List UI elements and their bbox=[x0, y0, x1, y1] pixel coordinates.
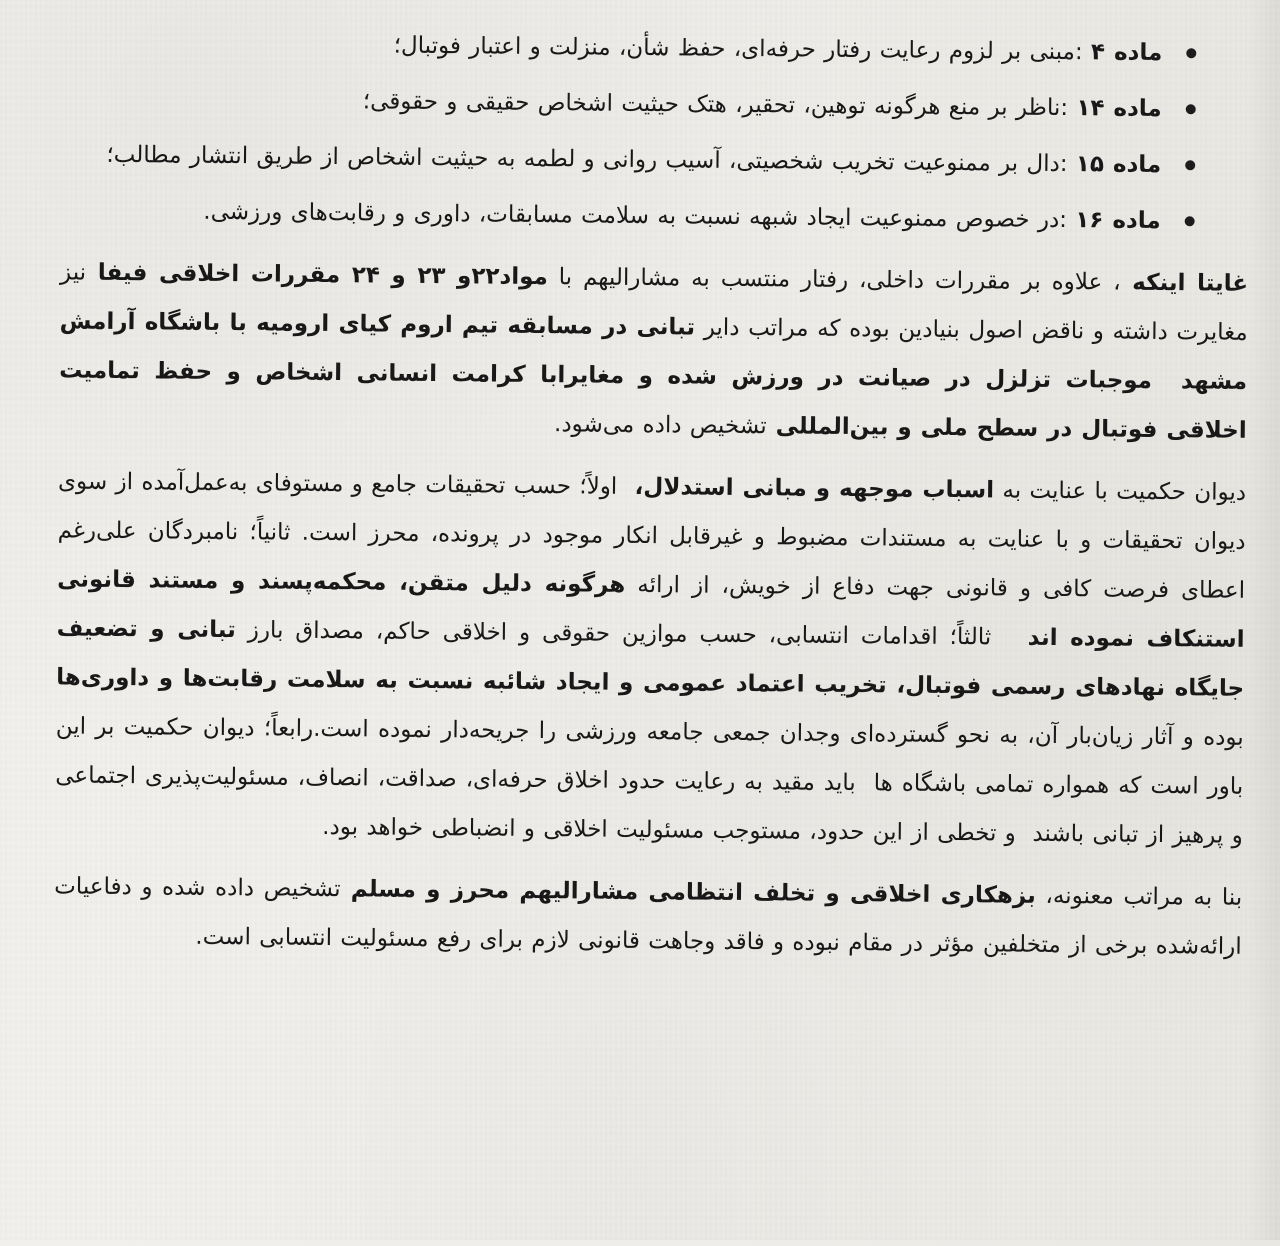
text-segment: تبانی در مسابقه تیم اروم کیای ارومیه با باشگاه آرامش مشهد موجبات تزلزل در صیانت در ورزش شده و مغایرابا کرامت انسانی اشخاص و حفظ تمامیت اخلاقی فوتبال در سطح ملی و بین‌المللی bbox=[50, 308, 1248, 444]
article-label: ماده ۱۴ bbox=[1076, 95, 1162, 122]
article-text: :در خصوص ممنوعیت ایجاد شبهه نسبت به سلامت مسابقات، داوری و رقابت‌های ورزشی. bbox=[203, 198, 1068, 234]
text-segment: تشخیص داده می‌شود. bbox=[553, 411, 767, 440]
text-segment: اسباب موجهه و مبانی استدلال، bbox=[625, 473, 995, 504]
bullet-icon bbox=[1185, 216, 1195, 226]
bullet-icon bbox=[1186, 104, 1196, 114]
text-segment: تبانی و تضعیف جایگاه نهادهای رسمی فوتبال، تخریب اعتماد عمومی و ایجاد شائبه نسبت به سلامت رقابت‌ها و داوری‌ها bbox=[47, 615, 1245, 702]
paragraph bbox=[50, 248, 1249, 455]
text-segment: غایتا اینکه bbox=[1120, 269, 1249, 297]
article-text: :مبنی بر لزوم رعایت رفتار حرفه‌ای، حفظ شأن، منزلت و اعتبار فوتبال؛ bbox=[393, 32, 1083, 66]
text-segment: دیوان حکمیت با عنایت به bbox=[994, 477, 1247, 506]
text-segment: بنا به مراتب معنونه، bbox=[1035, 882, 1243, 911]
text-segment: نیز مغایرت داشته و ناقض اصول بنیادین بوده که مراتب دایر bbox=[51, 259, 1248, 346]
article-text: :دال بر ممنوعیت تخریب شخصیتی، آسیب روانی و لطمه به حیثیت اشخاص از طریق انتشار مطالب؛ bbox=[106, 141, 1068, 178]
bullet-icon bbox=[1186, 48, 1196, 58]
text-segment: اولاً؛ حسب تحقیقات جامع و مستوفای به‌عمل‌آمده از سوی دیوان تحقیقات و با عنایت به مستندات مضبوط و غیرقابل انکار موجود در پرونده، محرز است. ثانیاً؛ نامبردگان علی‌رغم اعطای فرصت کافی و قانونی جهت دفاع از خویش، از ارائه bbox=[49, 468, 1246, 604]
text-segment: ، علاوه بر مقررات داخلی، رفتار منتسب به مشارالیهم با bbox=[547, 264, 1121, 296]
text-segment: هرگونه دلیل متقن، محکمه‌پسند و مستند قانونی استنکاف نموده اند bbox=[48, 566, 1245, 653]
bullet-icon bbox=[1185, 160, 1195, 170]
paragraph bbox=[46, 457, 1247, 860]
article-label: ماده ۴ bbox=[1090, 39, 1163, 66]
article-label: ماده ۱۶ bbox=[1075, 207, 1161, 234]
text-segment: بزهکاری اخلاقی و تخلف انتظامی مشارالیهم محرز و مسلم bbox=[340, 876, 1037, 909]
text-segment: بوده و آثار زیان‌بار آن، به نحو گسترده‌ای وجدان جمعی جامعه ورزشی را جریحه‌دار نموده است.رابعاً؛ دیوان حکمیت بر این باور است که همواره تمامی باشگاه ها باید مقید به رعایت حدود اخلاق حرفه‌ای، صداقت، انصاف، مسئولیت‌پذیری اجتماعی و پرهیز از تبانی باشند و تخطی از این حدود، مستوجب مسئولیت اخلاقی و انضباطی خواهد بود. bbox=[46, 713, 1244, 849]
article-text: :ناظر بر منع هرگونه توهین، تحقیر، هتک حیثیت اشخاص حقیقی و حقوقی؛ bbox=[362, 88, 1069, 122]
articles-list bbox=[60, 14, 1250, 249]
paragraph bbox=[45, 862, 1243, 971]
article-item bbox=[60, 182, 1248, 249]
article-label: ماده ۱۵ bbox=[1075, 151, 1162, 178]
text-segment: ثالثاً؛ اقدامات انتسابی، حسب موازین حقوقی و اخلاقی حاکم، مصداق بارز bbox=[235, 617, 1016, 651]
document-body bbox=[45, 248, 1249, 971]
text-segment: مواد۲۲و ۲۳ و ۲۴ مقررات اخلاقی فیفا bbox=[86, 259, 548, 291]
text-segment: تشخیص داده شده و دفاعیات ارائه‌شده برخی از متخلفین مؤثر در مقام نبوده و فاقد وجاهت قانونی لازم برای رفع مسئولیت انتسابی است. bbox=[45, 873, 1242, 960]
